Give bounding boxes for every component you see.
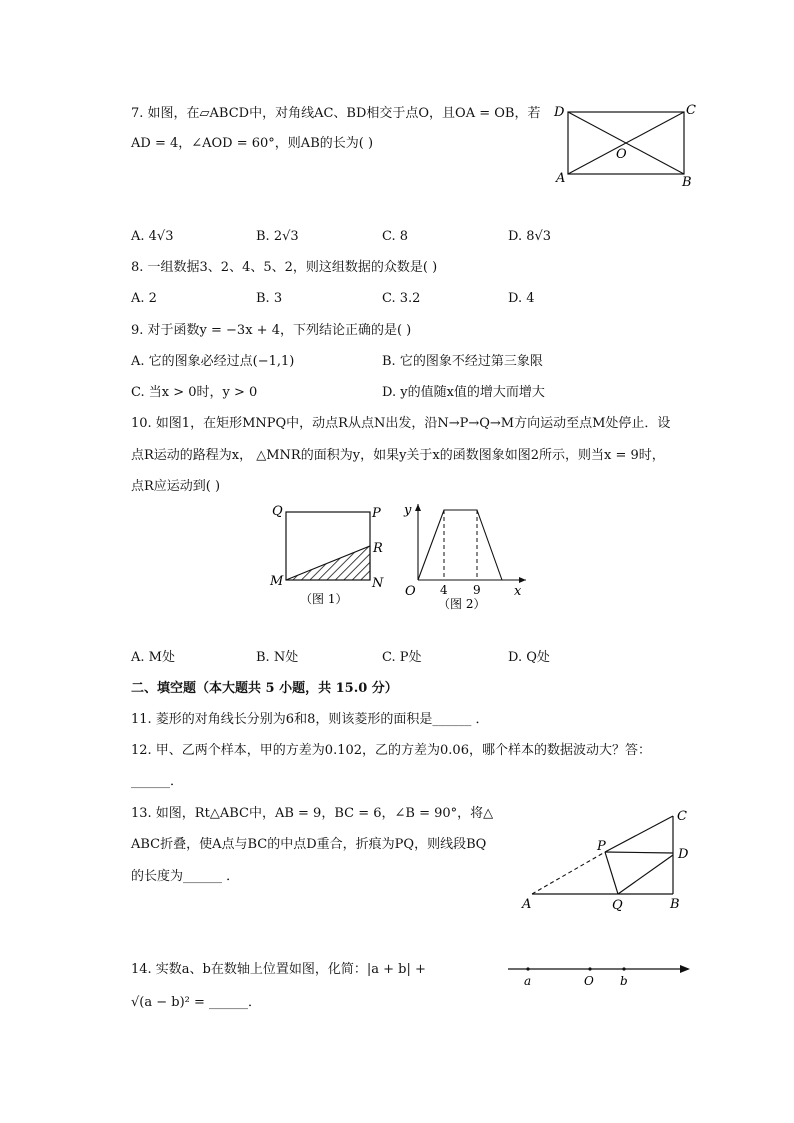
- q10-figure-1: [264, 498, 394, 610]
- q12-stem-line1: 12. 甲、乙两个样本，甲的方差为0.102，乙的方差为0.06，哪个样本的数据波动大？答：: [131, 743, 651, 758]
- q10-option-b: B. N处: [256, 650, 299, 665]
- q14-number-line: [500, 955, 695, 995]
- q13-label-C: C: [677, 809, 687, 824]
- q7-label-C: C: [686, 103, 696, 118]
- q7-rectangle-figure: [548, 100, 708, 192]
- q13-stem-line3: 的长度为______ ．: [131, 869, 240, 884]
- fig1-label-N: N: [372, 576, 384, 591]
- fig1-caption: （图 1）: [300, 592, 348, 606]
- q10-figure-2: [400, 498, 532, 616]
- fig2-caption: （图 2）: [438, 597, 486, 611]
- q9-option-b: B. 它的图象不经过第三象限: [382, 354, 543, 369]
- q7-label-D: D: [554, 105, 565, 120]
- q13-label-A: A: [522, 897, 532, 912]
- fig1-label-P: P: [372, 506, 381, 521]
- q14-stem-line1: 14. 实数a、b在数轴上位置如图，化简：|a + b| +: [131, 962, 426, 977]
- q7-label-O: O: [616, 147, 627, 162]
- q10-option-c: C. P处: [382, 650, 422, 665]
- q13-stem-line1: 13. 如图，Rt△ABC中，AB = 9，BC = 6，∠B = 90°，将△: [131, 806, 494, 821]
- section-2-heading: 二、填空题（本大题共 5 小题，共 15.0 分）: [131, 681, 398, 696]
- q14-label-O: O: [584, 974, 594, 988]
- q7-option-c: C. 8: [382, 229, 409, 244]
- q14-stem-line2: √(a − b)² = ______．: [131, 995, 262, 1010]
- q10-stem-line2: 点R运动的路程为x， △MNR的面积为y，如果y关于x的函数图象如图2所示，则当x = 9时，: [131, 448, 665, 463]
- fig2-origin: O: [405, 584, 416, 599]
- fig1-label-Q: Q: [272, 504, 283, 519]
- q7-option-b: B. 2√3: [256, 229, 299, 244]
- q8-option-a: A. 2: [131, 291, 157, 306]
- fig2-axis-x: x: [514, 584, 522, 599]
- fig2-tick-9: 9: [473, 583, 481, 597]
- fig2-tick-4: 4: [440, 583, 448, 597]
- q10-stem-line3: 点R应运动到( ): [131, 479, 221, 494]
- q13-label-B: B: [670, 897, 680, 912]
- q13-stem-line2: ABC折叠，使A点与BC的中点D重合，折痕为PQ，则线段BQ: [131, 837, 487, 852]
- q13-label-D: D: [678, 847, 689, 862]
- q9-option-c: C. 当x > 0时，y > 0: [131, 385, 258, 400]
- fig1-label-M: M: [270, 574, 284, 589]
- q12-stem-line2: ______．: [131, 774, 184, 789]
- q7-option-d: D. 8√3: [508, 229, 552, 244]
- q9-option-d: D. y的值随x值的增大而增大: [382, 385, 545, 400]
- q10-stem-line1: 10. 如图1，在矩形MNPQ中，动点R从点N出发，沿N→P→Q→M方向运动至点M处停止．设: [131, 416, 671, 431]
- q13-label-P: P: [597, 839, 606, 854]
- q14-label-a: a: [524, 974, 532, 988]
- q13-triangle-figure: [515, 800, 700, 915]
- q11-stem: 11. 菱形的对角线长分别为6和8，则该菱形的面积是______ ．: [131, 712, 489, 727]
- fig1-label-R: R: [373, 541, 383, 556]
- q13-label-Q: Q: [612, 898, 623, 913]
- q8-option-b: B. 3: [256, 291, 283, 306]
- q14-label-b: b: [620, 974, 628, 988]
- q10-option-d: D. Q处: [508, 650, 550, 665]
- fig2-axis-y: y: [404, 503, 412, 518]
- q9-stem: 9. 对于函数y = −3x + 4，下列结论正确的是( ): [131, 323, 412, 338]
- q8-stem: 8. 一组数据3、2、4、5、2，则这组数据的众数是( ): [131, 260, 438, 275]
- q7-option-a: A. 4√3: [131, 229, 174, 244]
- q10-option-a: A. M处: [131, 650, 175, 665]
- q7-stem-line2: AD = 4，∠AOD = 60°，则AB的长为( ): [131, 136, 374, 151]
- q7-label-A: A: [556, 171, 566, 186]
- q8-option-c: C. 3.2: [382, 291, 421, 306]
- q9-option-a: A. 它的图象必经过点(−1,1): [131, 354, 295, 369]
- q8-option-d: D. 4: [508, 291, 535, 306]
- q7-label-B: B: [682, 175, 692, 190]
- q7-stem-line1: 7. 如图，在▱ABCD中，对角线AC、BD相交于点O，且OA = OB，若: [131, 106, 541, 121]
